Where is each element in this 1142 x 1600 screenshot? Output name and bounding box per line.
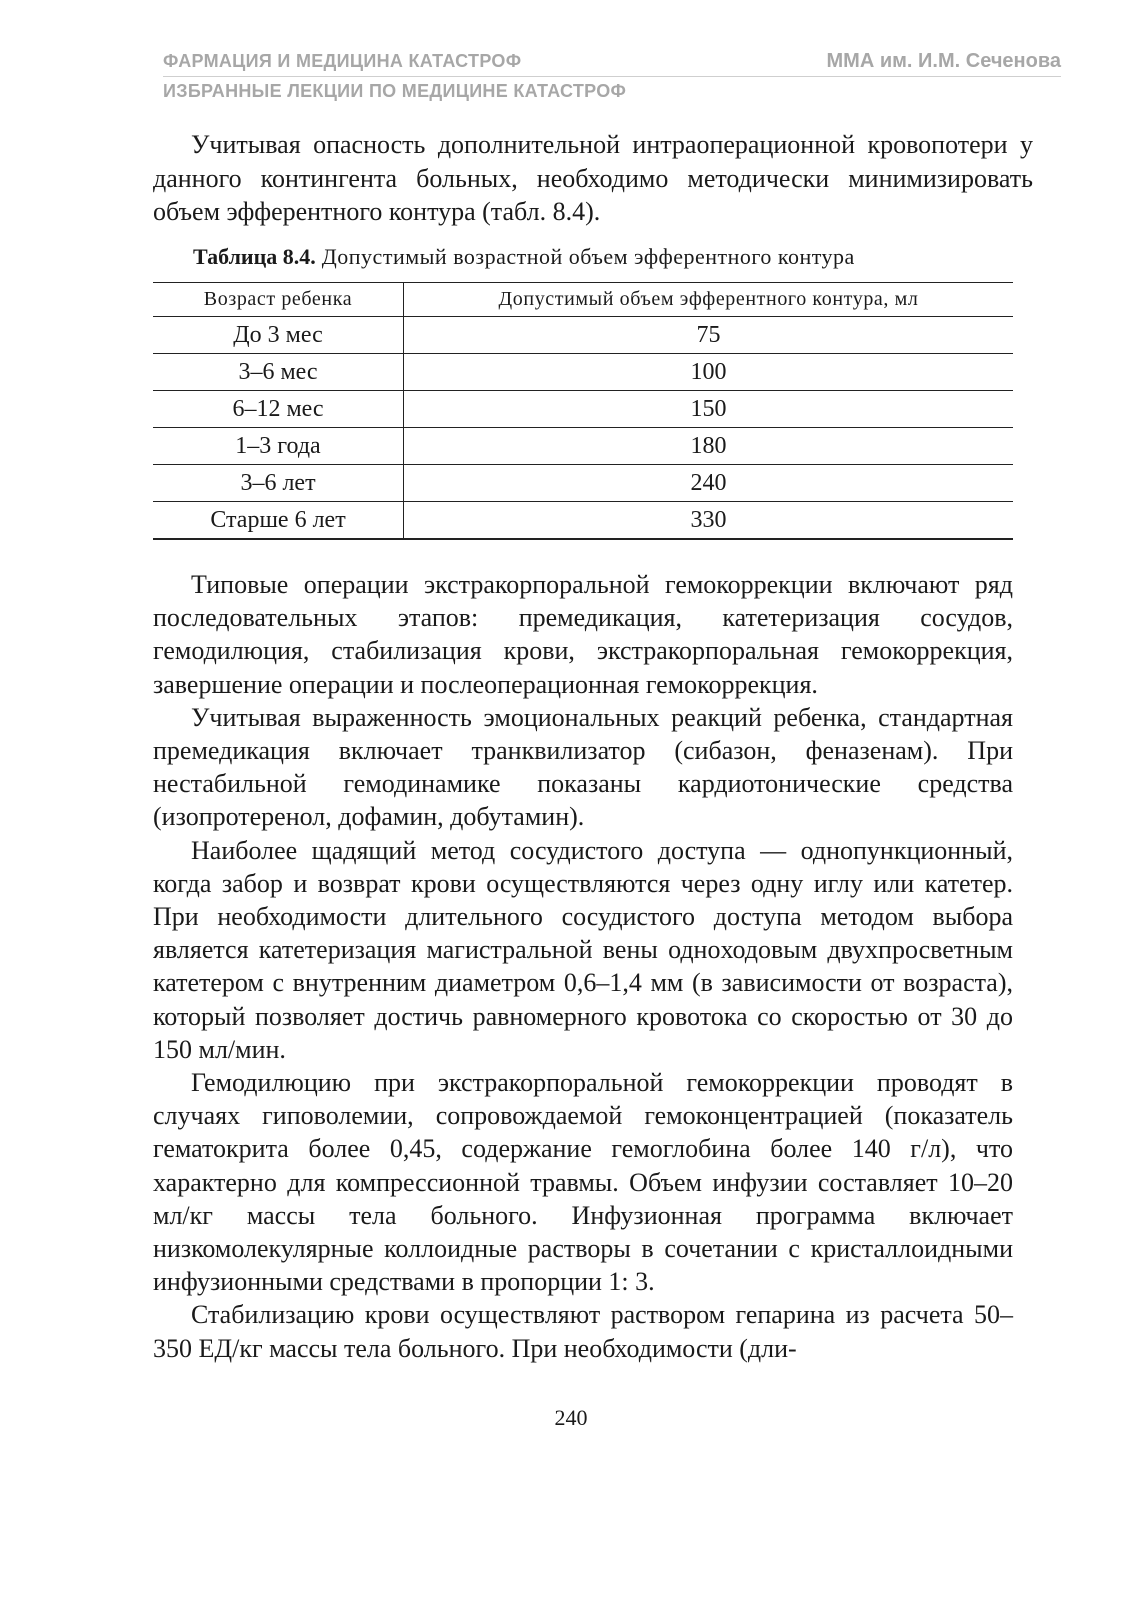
cell-volume: 330	[404, 502, 1014, 540]
cell-volume: 150	[404, 391, 1014, 428]
running-header-rule	[163, 76, 1061, 77]
cell-volume: 240	[404, 465, 1014, 502]
table-caption-label: Таблица 8.4.	[193, 244, 316, 269]
paragraph-hemodilution: Гемодилюцию при экстракорпоральной гемокоррекции проводят в случаях гиповолемии, сопровождаемой гемоконцентрацией (показатель гематокрита более 0,45, содержание гемоглобина более 140 г/л), что характерно для компрессионной травмы. Объем инфузии составляет 10–20 мл/кг массы тела больного. Инфузионная программа включает низкомолекулярные коллоидные растворы в сочетании с кристаллоидными инфузионными средствами в пропорции 1: 3.	[153, 1068, 1013, 1297]
running-header-publisher: ММА им. И.М. Сеченова	[826, 50, 1061, 72]
cell-age: 3–6 лет	[153, 465, 404, 502]
main-text	[153, 568, 1013, 1365]
table-row	[153, 502, 1013, 540]
cell-age: Старше 6 лет	[153, 502, 404, 540]
cell-age: 1–3 года	[153, 428, 404, 465]
cell-volume: 100	[404, 354, 1014, 391]
table-row	[153, 391, 1013, 428]
table-caption-text: Допустимый возрастной объем эфферентного контура	[315, 244, 855, 269]
table-row	[153, 465, 1013, 502]
running-header-series: ФАРМАЦИЯ И МЕДИЦИНА КАТАСТРОФ	[163, 51, 522, 71]
running-header-top-line	[163, 50, 1061, 74]
paragraph-vascular-access: Наиболее щадящий метод сосудистого доступа — однопункционный, когда забор и возврат крови осуществляются через одну иглу или катетер. При необходимости длительного сосудистого доступа методом выбора является катетеризация магистральной вены однoходовым двухпросветным катетером с внутренним диаметром 0,6–1,4 мм (в зависимости от возраста), который позволяет достичь равномерного кровотока со скоростью от 30 до 150 мл/мин.	[153, 835, 1013, 1064]
cell-volume: 75	[404, 317, 1014, 354]
page-number: 240	[554, 1405, 588, 1430]
table-header-row	[153, 283, 1013, 317]
cell-age: До 3 мес	[153, 317, 404, 354]
table-row	[153, 354, 1013, 391]
intro-paragraph: Учитывая опасность дополнительной интраоперационной кровопотери у данного контингента больных, необходимо методически минимизировать объем эфферентного контура (табл. 8.4).	[153, 130, 1033, 226]
table-row	[153, 428, 1013, 465]
column-header-age: Возраст ребенка	[153, 283, 404, 317]
table-caption	[193, 244, 855, 270]
paragraph-operation-stages: Типовые операции экстракорпоральной гемокоррекции включают ряд последовательных этапов: премедикация, катетеризация сосудов, гемодилюция, стабилизация крови, экстракорпоральная гемокоррекция, завершение операции и послеоперационная гемокоррекция.	[153, 570, 1013, 699]
table-row	[153, 317, 1013, 354]
column-header-volume: Допустимый объем эфферентного контура, мл	[404, 283, 1014, 317]
volume-table	[153, 282, 1013, 540]
running-header-book-title: ИЗБРАННЫЕ ЛЕКЦИИ ПО МЕДИЦИНЕ КАТАСТРОФ	[163, 81, 627, 101]
paragraph-blood-stabilization: Стабилизацию крови осуществляют раствором гепарина из расчета 50–350 ЕД/кг массы тела больного. При необходимости (дли-	[153, 1300, 1013, 1363]
cell-volume: 180	[404, 428, 1014, 465]
paragraph-premedication: Учитывая выраженность эмоциональных реакций ребенка, стандартная премедикация включает транквилизатор (сибазон, феназенам). При нестабильной гемодинамике показаны кардиотонические средства (изопротеренол, дофамин, добутамин).	[153, 702, 1013, 832]
cell-age: 3–6 мес	[153, 354, 404, 391]
running-header	[163, 50, 1061, 102]
cell-age: 6–12 мес	[153, 391, 404, 428]
